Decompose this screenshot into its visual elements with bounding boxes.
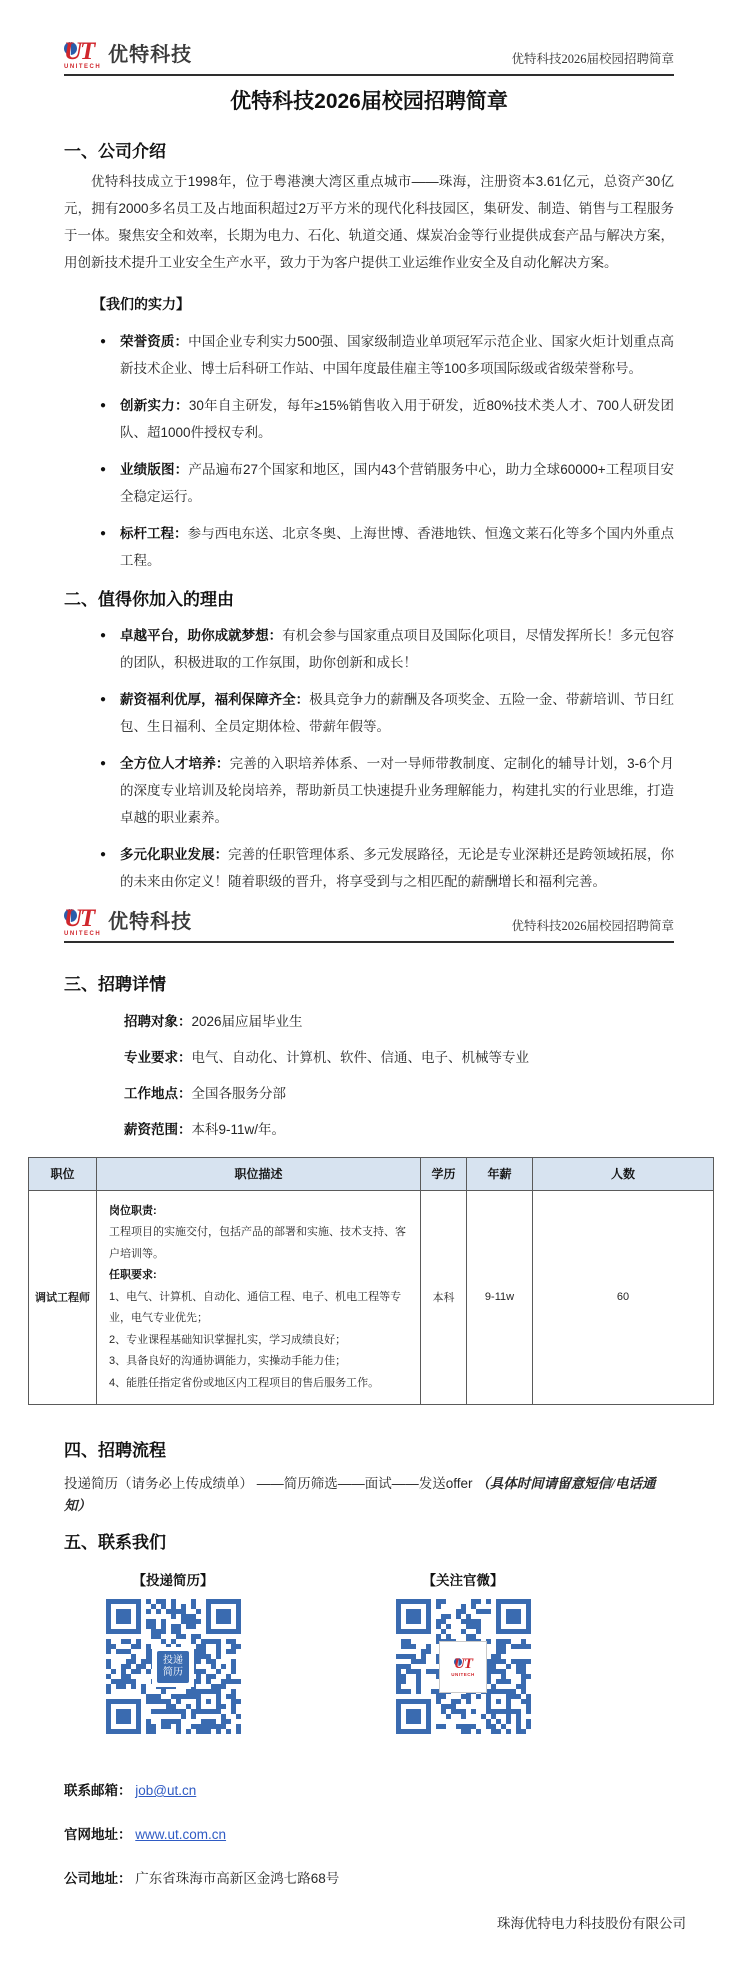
contact-label: 联系邮箱： (64, 1783, 132, 1798)
contact-website-line (64, 1824, 674, 1846)
bullet-text: 产品遍布27个国家和地区，国内43个营销服务中心，助力全球60000+工程项目安全稳定运行。 (120, 461, 674, 504)
list-item (100, 750, 674, 831)
cell-headcount: 60 (533, 1190, 714, 1405)
field-value: 全国各服务分部 (191, 1085, 286, 1101)
field-salary (124, 1119, 674, 1141)
bullet-label: 标杆工程： (120, 525, 188, 541)
ut-logo-letters: UT (454, 1656, 472, 1672)
bullet-label: 薪资福利优厚，福利保障齐全： (120, 691, 310, 707)
bullet-text: 有机会参与国家重点项目及国际化项目，尽情发挥所长！多元包容的团队，积极进取的工作氛围，助你创新和成长！ (120, 627, 675, 670)
field-value: 2026届应届毕业生 (191, 1013, 303, 1029)
jobs-table (28, 1157, 714, 1406)
requirement-item: 2、专业课程基础知识掌握扎实，学习成绩良好； (109, 1333, 347, 1346)
qr-resume-label: 【投递简历】 (132, 1573, 214, 1588)
qr-code-row (64, 1571, 674, 1734)
ut-logo (64, 905, 192, 937)
field-label: 薪资范围： (124, 1121, 192, 1137)
ut-logo-mark (64, 906, 93, 931)
field-label: 工作地点： (124, 1085, 192, 1101)
cell-salary: 9-11w (467, 1190, 533, 1405)
qr-code-wechat (396, 1599, 531, 1734)
section-heading-process: 四、招聘流程 (64, 1441, 166, 1460)
reasons-bullet-list (64, 622, 674, 895)
company-logo-name: 优特科技 (108, 44, 193, 66)
qr-code-resume (106, 1599, 241, 1734)
duty-title: 岗位职责: (109, 1204, 157, 1217)
column-header-salary: 年薪 (467, 1157, 533, 1190)
footer-company-name: 珠海优特电力科技股份有限公司 (497, 1916, 686, 1931)
contact-info (64, 1780, 674, 1890)
column-header-headcount: 人数 (533, 1157, 714, 1190)
requirement-item: 1、电气、计算机、自动化、通信工程、电子、机电工程等专业，电气专业优先； (109, 1290, 402, 1324)
qr-center-text: 投递简历 (157, 1651, 189, 1683)
page-title: 优特科技2026届校园招聘简章 (230, 90, 508, 113)
contact-label: 公司地址： (64, 1871, 132, 1886)
contact-address: 广东省珠海市高新区金鸿七路68号 (135, 1871, 340, 1886)
ut-logo-mark-block (64, 39, 101, 70)
page-header-2 (64, 905, 674, 943)
page-header-1 (64, 38, 674, 76)
bullet-text: 中国企业专利实力500强、国家级制造业单项冠军示范企业、国家火炬计划重点高新技术企业、博士后科研工作站、中国年度最佳雇主等100多项国际级或省级荣誉称号。 (120, 333, 674, 376)
bullet-text: 参与西电东送、北京冬奥、上海世博、香港地铁、恒逸文莱石化等多个国内外重点工程。 (120, 525, 674, 568)
ut-logo-mark (64, 39, 93, 64)
cell-position: 调试工程师 (29, 1190, 97, 1405)
bullet-text: 极具竞争力的薪酬及各项奖金、五险一金、带薪培训、节日红包、生日福利、全员定期体检、带薪年假等。 (120, 691, 675, 734)
contact-label: 官网地址： (64, 1827, 132, 1842)
field-value: 本科9-11w/年。 (191, 1121, 286, 1137)
cell-education: 本科 (421, 1190, 467, 1405)
field-value: 电气、自动化、计算机、软件、信通、电子、机械等专业 (191, 1049, 529, 1065)
column-header-description: 职位描述 (97, 1157, 421, 1190)
bullet-label: 荣誉资质： (120, 333, 189, 349)
list-item (100, 456, 674, 510)
bullet-label: 业绩版图： (120, 461, 189, 477)
field-label: 招聘对象： (124, 1013, 192, 1029)
list-item (100, 686, 674, 740)
header-right-title: 优特科技2026届校园招聘简章 (511, 52, 674, 66)
column-header-position: 职位 (29, 1157, 97, 1190)
ut-logo (64, 38, 192, 70)
qr-wechat-label: 【关注官微】 (422, 1573, 504, 1588)
bullet-text: 完善的任职管理体系、多元发展路径，无论是专业深耕还是跨领域拓展，你的未来由你定义！随着职级的晋升，将享受到与之相匹配的薪酬增长和福利完善。 (120, 846, 675, 889)
field-target (124, 1011, 674, 1033)
ut-logo-letters: UT (64, 38, 94, 65)
ut-logo-letters: UT (64, 904, 94, 932)
list-item (100, 622, 674, 676)
website-link[interactable]: www.ut.com.cn (135, 1827, 227, 1842)
contact-address-line (64, 1868, 674, 1890)
table-row (29, 1190, 714, 1405)
list-item (100, 392, 674, 446)
recruitment-brochure (0, 38, 740, 1961)
process-note: （具体时间请留意短信/电话通知） (64, 1476, 656, 1513)
field-majors (124, 1047, 674, 1069)
section-heading-contact: 五、联系我们 (64, 1533, 166, 1552)
ut-logo-mark-block (64, 906, 101, 937)
ut-logo-subtext: UNITECH (64, 64, 102, 70)
strength-bullet-list (64, 328, 674, 574)
qr-block-wechat (388, 1571, 538, 1734)
bullet-text: 30年自主研发，每年≥15%销售收入用于研发，近80%技术类人才、700人研发团队、超1000件授权专利。 (120, 397, 674, 440)
list-item (100, 841, 674, 895)
cell-description (97, 1190, 421, 1405)
bullet-label: 卓越平台，助你成就梦想： (120, 627, 283, 643)
bullet-text: 完善的入职培养体系、一对一导师带教制度、定制化的辅导计划，3-6个月的深度专业培训及轮岗培养，帮助新员工快速提升业务理解能力，构建扎实的行业思维，打造卓越的职业素养。 (120, 755, 674, 825)
list-item (100, 328, 674, 382)
bullet-label: 创新实力： (120, 397, 189, 413)
recruit-process-line (64, 1473, 674, 1517)
column-header-education: 学历 (421, 1157, 467, 1190)
table-header-row (29, 1157, 714, 1190)
qr-center-logo (439, 1641, 487, 1693)
section-heading-company-intro: 一、公司介绍 (64, 142, 166, 161)
company-intro-paragraph: 优特科技成立于1998年，位于粤港澳大湾区重点城市——珠海，注册资本3.61亿元，总资产30亿元，拥有2000多名员工及占地面积超过2万平方米的现代化科技园区，集研发、制造、销售与工程服务于一体。聚焦安全和效率，长期为电力、石化、轨道交通、煤炭冶金等行业提供成套产品与解决方案，用创新技术提升工业安全生产水平，致力于为客户提供工业运维作业安全及自动化解决方案。 (64, 174, 674, 270)
field-location (124, 1083, 674, 1105)
process-steps: 投递简历（请务必上传成绩单） ——简历筛选——面试——发送offer (64, 1476, 477, 1491)
ut-logo-mark (454, 1656, 472, 1672)
strength-subheading: 【我们的实力】 (92, 295, 190, 312)
company-logo-name: 优特科技 (108, 910, 193, 933)
ut-logo-subtext: UNITECH (64, 930, 102, 937)
ut-logo-subtext: UNITECH (451, 1672, 475, 1677)
header-right-title: 优特科技2026届校园招聘简章 (511, 918, 674, 933)
section-heading-reasons: 二、值得你加入的理由 (64, 589, 234, 609)
field-label: 专业要求： (124, 1049, 192, 1065)
qr-block-resume (98, 1571, 248, 1734)
qr-center-badge (152, 1647, 194, 1687)
requirement-item: 3、具备良好的沟通协调能力，实操动手能力佳； (109, 1355, 347, 1367)
bullet-label: 多元化职业发展： (120, 846, 229, 862)
recruit-detail-fields (124, 1011, 674, 1141)
requirement-item: 4、能胜任指定省份或地区内工程项目的售后服务工作。 (109, 1376, 380, 1389)
bullet-label: 全方位人才培养： (120, 755, 230, 771)
section-heading-details: 三、招聘详情 (64, 974, 166, 994)
email-link[interactable]: job@ut.cn (135, 1783, 197, 1798)
requirements-title: 任职要求: (109, 1269, 157, 1281)
list-item (100, 520, 674, 574)
duty-text: 工程项目的实施交付，包括产品的部署和实施、技术支持、客户培训等。 (109, 1226, 406, 1260)
contact-email-line (64, 1780, 674, 1802)
